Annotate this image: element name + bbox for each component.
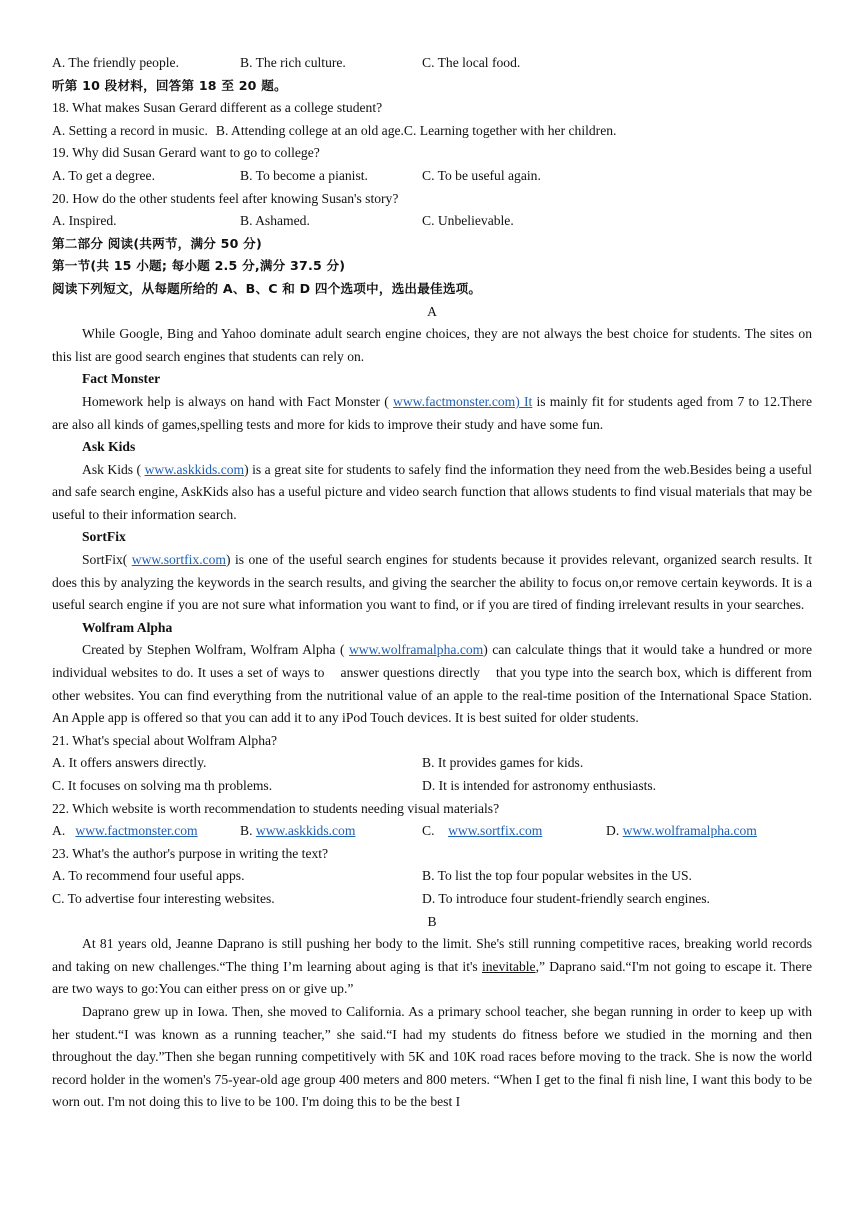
q22-stem: 22. Which website is worth recommendation to students needing visual materials? <box>52 800 500 816</box>
option-c: C. It focuses on solving ma th problems. <box>52 778 273 793</box>
askkids-link[interactable]: www.askkids.com <box>144 461 245 477</box>
option-bc: B. Attending college at an old age.C. Learning together with her children. <box>215 122 617 138</box>
sortfix-link[interactable]: www.sortfix.com <box>448 823 543 839</box>
q22-options <box>52 820 812 843</box>
part-2-heading: 第二部分 阅读(共两节，满分 50 分) <box>52 235 262 251</box>
q21-options-row1 <box>52 752 812 775</box>
exam-page <box>52 52 816 1114</box>
ask-kids-heading: Ask Kids <box>82 439 136 455</box>
option-a: A. Inspired. <box>52 213 117 229</box>
passage-a-intro: While Google, Bing and Yahoo dominate adult search engine choices, they are not always the best choice for students. The sites on this list are good search engines that students can rely on. <box>52 326 812 364</box>
factmonster-link[interactable]: www.factmonster.com <box>75 823 198 839</box>
underlined-word: inevitable <box>481 958 536 974</box>
text: Ask Kids ( <box>82 461 145 477</box>
q23-stem: 23. What's the author's purpose in writing the text? <box>52 845 329 861</box>
option-b: B. Ashamed. <box>240 213 310 229</box>
q20-stem: 20. How do the other students feel after knowing Susan's story? <box>52 190 399 206</box>
fact-monster-heading: Fact Monster <box>82 371 161 387</box>
text: ) can calculate things that it would take a hundred or more individual websites to do. It uses a set of ways to answer questions directly that you type into the search box, which is different from other websites. You can find everything from the nutritional value of an apple to the real-time position of the International Space Station. An Apple app is offered so that you can add it to any iPod Touch devices. It is best suited for older students. <box>52 642 816 726</box>
instructions: 阅读下列短文，从每题所给的 A、B、C 和 D 四个选项中，选出最佳选项。 <box>52 280 482 296</box>
passage-a-label: A <box>427 303 437 319</box>
text: is mainly fit for students aged from 7 to 12.There are also all kinds of games,spelling tests and more for kids to improve their study and have some fun. <box>52 393 812 432</box>
text: SortFix( <box>82 552 132 568</box>
passage-b-paragraph-2: Daprano grew up in Iowa. Then, she moved to California. As a primary school teacher, she began running in order to keep up with her student.“I was known as a running teacher,” she said.“I had my students do fitness before we studied in the morning and then throughout the day.”Then she began running competitively with 5K and 10K road races before moving to the track. She is now the world record holder in the women's 75-year-old age group 400 meters and 800 meters. “When I get to the final fi nish line, I want this body to be worn out. I'm not doing this to live to be 100. I'm doing this to be the best I <box>52 1003 812 1110</box>
text: ) is a great site for students to safely find the information they need from the web.Besides being a useful and safe search engine, AskKids also has a useful picture and video search function that allows students to find visual materials that may be useful to their information search. <box>52 461 812 522</box>
option-d: D. To introduce four student-friendly search engines. <box>422 890 710 906</box>
q21-options-row2 <box>52 775 812 798</box>
passage-b-paragraph-1 <box>52 933 812 1001</box>
q23-options-row1 <box>52 865 812 888</box>
option-c: C. Unbelievable. <box>422 213 514 229</box>
option-letter: B. <box>240 823 253 839</box>
text: Created by Stephen Wolfram, Wolfram Alpha ( <box>82 642 349 658</box>
wolfram-alpha-heading: Wolfram Alpha <box>82 619 173 635</box>
option-a: A. Setting a record in music. <box>52 122 208 138</box>
option-c: C. To advertise four interesting websites. <box>52 890 275 906</box>
sortfix-link[interactable]: www.sortfix.com <box>131 552 227 568</box>
sortfix-paragraph <box>52 549 812 617</box>
option-letter: C. <box>422 823 435 839</box>
option-c <box>422 820 606 843</box>
q21-stem: 21. What's special about Wolfram Alpha? <box>52 732 278 748</box>
option-b <box>240 820 422 843</box>
option-b: B. It provides games for kids. <box>422 755 584 771</box>
option-a: A. The friendly people. <box>52 55 179 70</box>
q18-options <box>52 120 812 143</box>
askkids-link[interactable]: www.askkids.com <box>255 823 356 839</box>
q18-stem: 18. What makes Susan Gerard different as a college student? <box>52 100 383 116</box>
option-d: D. It is intended for astronomy enthusiasts. <box>422 778 657 793</box>
option-a: A. To get a degree. <box>52 167 155 183</box>
section-10-heading: 听第 10 段材料，回答第 18 至 20 题。 <box>52 77 287 93</box>
wolfram-alpha-paragraph <box>52 639 816 729</box>
wolframalpha-link[interactable]: www.wolframalpha.com <box>622 823 757 839</box>
option-a <box>52 820 240 843</box>
q19-options <box>52 165 812 188</box>
wolframalpha-link[interactable]: www.wolframalpha.com <box>348 642 484 658</box>
option-d <box>606 820 757 843</box>
ask-kids-paragraph <box>52 459 812 527</box>
q23-options-row2 <box>52 888 812 911</box>
option-a: A. To recommend four useful apps. <box>52 868 245 884</box>
option-b: B. The rich culture. <box>240 55 346 70</box>
section-1-heading: 第一节(共 15 小题; 每小题 2.5 分,满分 37.5 分) <box>52 258 346 274</box>
option-letter: A. <box>52 823 66 839</box>
option-b: B. To become a pianist. <box>240 167 368 183</box>
option-a: A. It offers answers directly. <box>52 755 207 771</box>
sortfix-heading: SortFix <box>82 529 126 545</box>
passage-b-label: B <box>427 913 437 929</box>
q19-stem: 19. Why did Susan Gerard want to go to college? <box>52 145 320 161</box>
factmonster-link[interactable]: www.factmonster.com) It <box>393 393 533 409</box>
text: ) is one of the useful search engines for students because it provides relevant, organized search results. It does this by analyzing the keywords in the search results, and giving the searcher the ability to focus on,or remove certain keywords. It is a useful search engine if you are not sure what information you want to find, or if you are tired of finding irrelevant results in your searches. <box>52 552 812 613</box>
option-c: C. The local food. <box>422 55 521 70</box>
fact-monster-paragraph <box>52 391 812 436</box>
text: At 81 years old, Jeanne Daprano is still pushing her body to the limit. She's still running competitive races, breaking world records and taking on new challenges.“The thing I’m learning about aging is that it's <box>52 936 812 974</box>
option-b: B. To list the top four popular websites in the US. <box>422 868 692 884</box>
option-letter: D. <box>606 823 620 839</box>
text: Homework help is always on hand with Fact Monster ( <box>82 393 394 409</box>
text: ,” Daprano said.“I'm not going to escape it. There are two ways to go:You can either press on or give up.” <box>52 958 812 997</box>
option-c: C. To be useful again. <box>422 167 541 183</box>
q17-options <box>52 52 812 75</box>
q20-options <box>52 210 812 233</box>
